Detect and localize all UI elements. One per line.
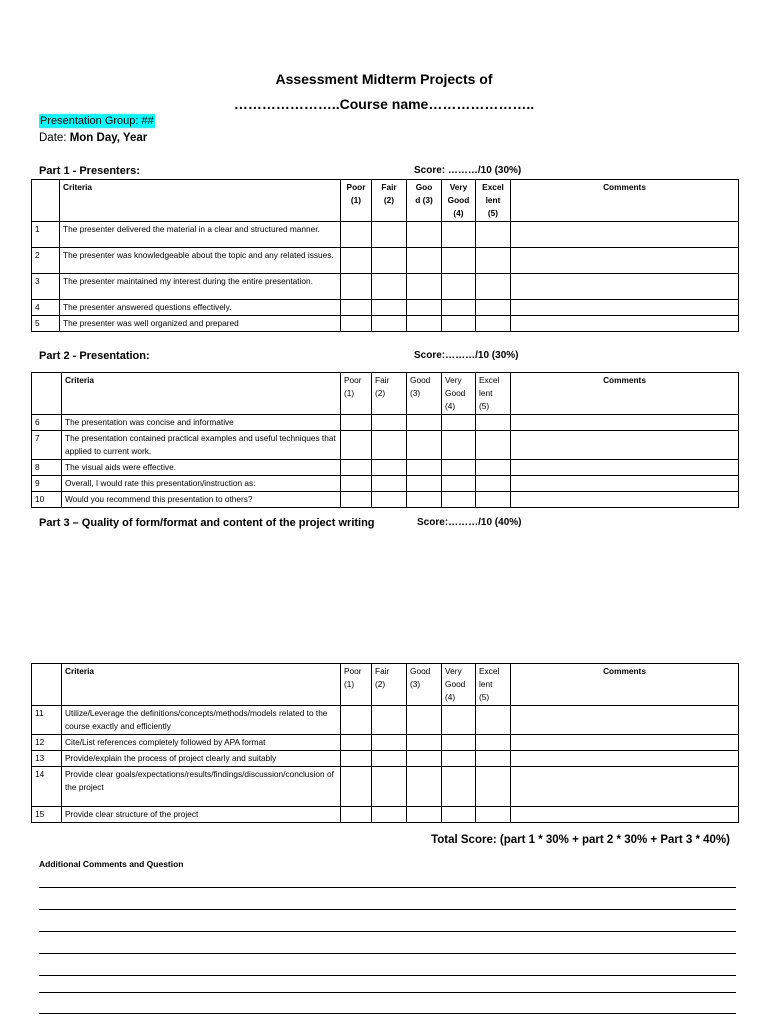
- criteria-text: The presenter answered questions effectively.: [60, 300, 341, 316]
- rating-cell[interactable]: [341, 222, 372, 248]
- very-good-header: Very Good (4): [442, 180, 476, 222]
- row-number: 9: [32, 476, 62, 492]
- rating-cell[interactable]: [341, 274, 372, 300]
- excellent-header: Excel lent (5): [476, 373, 511, 415]
- table-row: [32, 476, 739, 492]
- total-score-formula: Total Score: (part 1 * 30% + part 2 * 30% + Part 3 * 40%): [431, 834, 730, 846]
- poor-header: Poor (1): [341, 373, 372, 415]
- criteria-header: Criteria: [62, 664, 341, 706]
- rating-cell[interactable]: [372, 460, 407, 476]
- part1-score: Score: ………/10 (30%): [414, 165, 522, 176]
- rating-cell[interactable]: [476, 300, 511, 316]
- rating-cell[interactable]: [476, 222, 511, 248]
- criteria-text: The presenter maintained my interest during the entire presentation.: [60, 274, 341, 300]
- row-number: 12: [32, 735, 62, 751]
- comment-cell[interactable]: [511, 807, 739, 823]
- very-good-header: Very Good (4): [442, 373, 476, 415]
- rating-cell[interactable]: [442, 274, 476, 300]
- table-row: [32, 300, 739, 316]
- additional-comments-heading: Additional Comments and Question: [39, 859, 184, 869]
- row-number: 3: [32, 274, 60, 300]
- criteria-text: The presentation was concise and informative: [62, 415, 341, 431]
- rating-cell[interactable]: [407, 807, 442, 823]
- comment-cell[interactable]: [511, 431, 739, 460]
- table-row: [32, 735, 739, 751]
- rating-cell[interactable]: [372, 706, 407, 735]
- row-number: 7: [32, 431, 62, 460]
- rating-cell[interactable]: [476, 492, 511, 508]
- table-row: [32, 431, 739, 460]
- good-header: Good (3): [407, 664, 442, 706]
- row-number: 2: [32, 248, 60, 274]
- comment-line[interactable]: [39, 931, 736, 932]
- comment-cell[interactable]: [511, 222, 739, 248]
- comment-cell[interactable]: [511, 300, 739, 316]
- excellent-header: Excel lent (5): [476, 664, 511, 706]
- criteria-text: Provide/explain the process of project clearly and suitably: [62, 751, 341, 767]
- row-number: 6: [32, 415, 62, 431]
- rating-cell[interactable]: [341, 706, 372, 735]
- table-row: [32, 706, 739, 735]
- rating-cell[interactable]: [442, 460, 476, 476]
- rating-cell[interactable]: [476, 751, 511, 767]
- part3-score: Score:………/10 (40%): [417, 517, 522, 528]
- comments-header: Comments: [511, 664, 739, 706]
- rating-cell[interactable]: [407, 222, 442, 248]
- rating-cell[interactable]: [442, 492, 476, 508]
- table-header-row: [32, 373, 739, 415]
- criteria-text: Provide clear goals/expectations/results/findings/discussion/conclusion of the project: [62, 767, 341, 807]
- rating-cell[interactable]: [476, 460, 511, 476]
- rating-cell[interactable]: [476, 807, 511, 823]
- comment-line[interactable]: [39, 909, 736, 910]
- table-row: [32, 492, 739, 508]
- rating-cell[interactable]: [372, 735, 407, 751]
- rating-cell[interactable]: [372, 300, 407, 316]
- table-row: [32, 415, 739, 431]
- rating-cell[interactable]: [442, 706, 476, 735]
- comment-cell[interactable]: [511, 415, 739, 431]
- rating-cell[interactable]: [476, 415, 511, 431]
- criteria-text: Would you recommend this presentation to others?: [62, 492, 341, 508]
- table-row: [32, 460, 739, 476]
- row-number: 8: [32, 460, 62, 476]
- criteria-text: The visual aids were effective.: [62, 460, 341, 476]
- criteria-text: The presenter delivered the material in a clear and structured manner.: [60, 222, 341, 248]
- part3-table: [31, 663, 739, 823]
- rating-cell[interactable]: [442, 751, 476, 767]
- rating-cell[interactable]: [407, 415, 442, 431]
- rating-cell[interactable]: [341, 735, 372, 751]
- fair-header: Fair (2): [372, 373, 407, 415]
- poor-header: Poor (1): [341, 180, 372, 222]
- comment-cell[interactable]: [511, 476, 739, 492]
- rating-cell[interactable]: [407, 316, 442, 332]
- comment-line[interactable]: [39, 887, 736, 888]
- rating-cell[interactable]: [341, 751, 372, 767]
- comment-cell[interactable]: [511, 767, 739, 807]
- row-number: 4: [32, 300, 60, 316]
- rating-cell[interactable]: [372, 316, 407, 332]
- comment-line[interactable]: [39, 1013, 736, 1014]
- rating-cell[interactable]: [442, 735, 476, 751]
- rating-cell[interactable]: [407, 706, 442, 735]
- num-header: [32, 180, 60, 222]
- rating-cell[interactable]: [407, 248, 442, 274]
- comment-cell[interactable]: [511, 460, 739, 476]
- rating-cell[interactable]: [341, 431, 372, 460]
- rating-cell[interactable]: [476, 248, 511, 274]
- part2-table: [31, 372, 739, 508]
- rating-cell[interactable]: [341, 415, 372, 431]
- criteria-header: Criteria: [60, 180, 341, 222]
- course-name-line: …………………..Course name…………………..: [233, 96, 535, 112]
- rating-cell[interactable]: [476, 274, 511, 300]
- rating-cell[interactable]: [442, 767, 476, 807]
- criteria-text: Overall, I would rate this presentation/instruction as:: [62, 476, 341, 492]
- rating-cell[interactable]: [407, 767, 442, 807]
- rating-cell[interactable]: [442, 316, 476, 332]
- poor-header: Poor (1): [341, 664, 372, 706]
- row-number: 10: [32, 492, 62, 508]
- comment-cell[interactable]: [511, 735, 739, 751]
- comments-header: Comments: [511, 373, 739, 415]
- rating-cell[interactable]: [442, 300, 476, 316]
- rating-cell[interactable]: [341, 807, 372, 823]
- rating-cell[interactable]: [372, 248, 407, 274]
- part1-heading: Part 1 - Presenters:: [39, 165, 140, 177]
- criteria-header: Criteria: [62, 373, 341, 415]
- date-value: Mon Day, Year: [69, 132, 148, 144]
- rating-cell[interactable]: [341, 476, 372, 492]
- rating-cell[interactable]: [372, 274, 407, 300]
- row-number: 13: [32, 751, 62, 767]
- rating-cell[interactable]: [476, 476, 511, 492]
- row-number: 14: [32, 767, 62, 807]
- rating-cell[interactable]: [372, 222, 407, 248]
- rating-cell[interactable]: [407, 300, 442, 316]
- rating-cell[interactable]: [442, 431, 476, 460]
- rating-cell[interactable]: [476, 431, 511, 460]
- part3-heading: Part 3 – Quality of form/format and content of the project writing: [39, 517, 375, 529]
- date-line: [39, 131, 147, 145]
- num-header: [32, 373, 62, 415]
- rating-cell[interactable]: [407, 735, 442, 751]
- rating-cell[interactable]: [341, 300, 372, 316]
- date-label: Date:: [39, 132, 70, 144]
- row-number: 1: [32, 222, 60, 248]
- rating-cell[interactable]: [372, 415, 407, 431]
- rating-cell[interactable]: [476, 316, 511, 332]
- comment-cell[interactable]: [511, 274, 739, 300]
- comments-header: Comments: [511, 180, 739, 222]
- comment-line[interactable]: [39, 992, 736, 993]
- comment-cell[interactable]: [511, 751, 739, 767]
- rating-cell[interactable]: [372, 767, 407, 807]
- part2-heading: Part 2 - Presentation:: [39, 350, 150, 362]
- part1-table: [31, 179, 739, 332]
- rating-cell[interactable]: [442, 476, 476, 492]
- rating-cell[interactable]: [407, 431, 442, 460]
- rating-cell[interactable]: [442, 248, 476, 274]
- comment-cell[interactable]: [511, 248, 739, 274]
- table-row: [32, 248, 739, 274]
- rating-cell[interactable]: [407, 460, 442, 476]
- document-title: Assessment Midterm Projects of: [275, 71, 493, 87]
- table-row: [32, 751, 739, 767]
- comment-line[interactable]: [39, 953, 736, 954]
- num-header: [32, 664, 62, 706]
- comment-cell[interactable]: [511, 316, 739, 332]
- rating-cell[interactable]: [372, 476, 407, 492]
- fair-header: Fair (2): [372, 664, 407, 706]
- rating-cell[interactable]: [341, 767, 372, 807]
- rating-cell[interactable]: [442, 222, 476, 248]
- rating-cell[interactable]: [372, 751, 407, 767]
- rating-cell[interactable]: [442, 807, 476, 823]
- presentation-group-label: Presentation Group: ##: [40, 115, 154, 127]
- rating-cell[interactable]: [407, 274, 442, 300]
- part2-score: Score:………/10 (30%): [414, 350, 519, 361]
- criteria-text: The presenter was knowledgeable about the topic and any related issues.: [60, 248, 341, 274]
- comment-cell[interactable]: [511, 492, 739, 508]
- criteria-text: Provide clear structure of the project: [62, 807, 341, 823]
- table-header-row: [32, 180, 739, 222]
- row-number: 5: [32, 316, 60, 332]
- rating-cell[interactable]: [372, 807, 407, 823]
- rating-cell[interactable]: [476, 735, 511, 751]
- rating-cell[interactable]: [372, 492, 407, 508]
- rating-cell[interactable]: [341, 492, 372, 508]
- table-row: [32, 222, 739, 248]
- good-header: Goo d (3): [407, 180, 442, 222]
- row-number: 11: [32, 706, 62, 735]
- rating-cell[interactable]: [407, 492, 442, 508]
- table-header-row: [32, 664, 739, 706]
- good-header: Good (3): [407, 373, 442, 415]
- row-number: 15: [32, 807, 62, 823]
- comment-line[interactable]: [39, 975, 736, 976]
- table-row: [32, 807, 739, 823]
- criteria-text: Cite/List references completely followed by APA format: [62, 735, 341, 751]
- excellent-header: Excel lent (5): [476, 180, 511, 222]
- table-row: [32, 767, 739, 807]
- rating-cell[interactable]: [372, 431, 407, 460]
- rating-cell[interactable]: [407, 476, 442, 492]
- very-good-header: Very Good (4): [442, 664, 476, 706]
- rating-cell[interactable]: [341, 248, 372, 274]
- rating-cell[interactable]: [442, 415, 476, 431]
- rating-cell[interactable]: [341, 460, 372, 476]
- table-row: [32, 274, 739, 300]
- criteria-text: The presentation contained practical examples and useful techniques that applied to current work.: [62, 431, 341, 460]
- table-row: [32, 316, 739, 332]
- rating-cell[interactable]: [407, 751, 442, 767]
- rating-cell[interactable]: [341, 316, 372, 332]
- comment-cell[interactable]: [511, 706, 739, 735]
- criteria-text: The presenter was well organized and prepared: [60, 316, 341, 332]
- rating-cell[interactable]: [476, 706, 511, 735]
- rating-cell[interactable]: [476, 767, 511, 807]
- fair-header: Fair (2): [372, 180, 407, 222]
- criteria-text: Utilize/Leverage the definitions/concepts/methods/models related to the course exactly and efficiently: [62, 706, 341, 735]
